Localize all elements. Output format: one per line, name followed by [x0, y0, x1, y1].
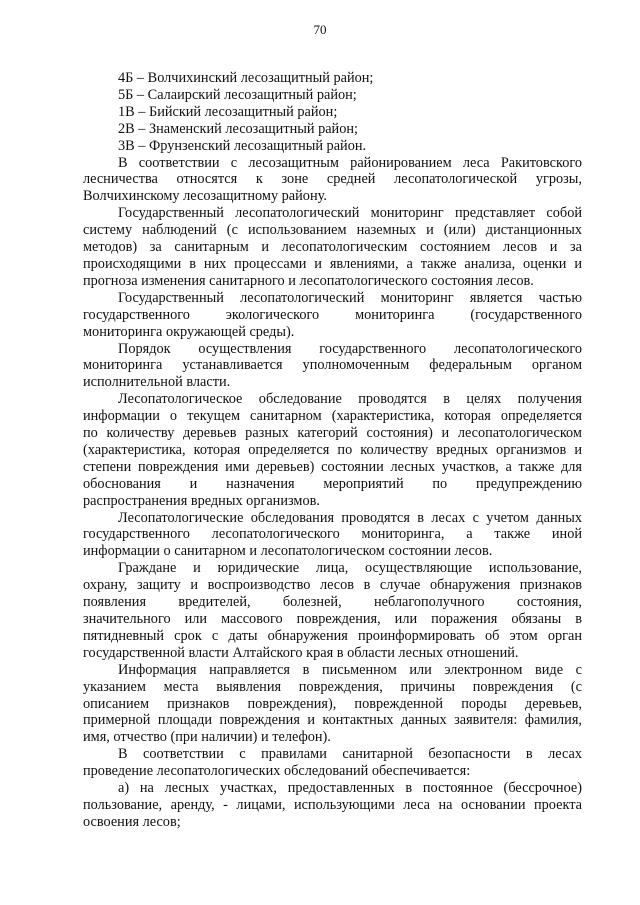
text-line: появления вредителей, болезней, неблагополучного состояния,: [83, 594, 582, 611]
text-line: указанием места выявления повреждения, причины повреждения (с: [83, 678, 582, 695]
text-line: распространения вредных организмов.: [83, 492, 320, 509]
text-line: В соответствии с лесозащитным районированием леса Ракитовского: [118, 154, 582, 171]
text-line: 2В – Знаменский лесозащитный район;: [118, 120, 358, 137]
text-line: 5Б – Салаирский лесозащитный район;: [118, 86, 357, 103]
text-line: пятидневный срок с даты обнаружения проинформировать об этом орган: [83, 627, 582, 644]
text-line: Лесопатологическое обследование проводятся в целях получения: [118, 391, 582, 408]
text-line: методов) за санитарным и лесопатологическим состоянием лесов и за: [83, 239, 582, 256]
text-line: Лесопатологические обследования проводятся в лесах с учетом данных: [118, 509, 582, 526]
text-line: примерной площади повреждения и контактных данных заявителя: фамилия,: [83, 712, 582, 729]
text-line: Граждане и юридические лица, осуществляющие использование,: [118, 560, 582, 577]
text-line: Государственный лесопатологический мониторинг является частью: [118, 289, 582, 306]
text-line: 1В – Бийский лесозащитный район;: [118, 103, 338, 120]
text-line: (характеристика, которая определяется по количеству вредных организмов и: [83, 441, 582, 458]
text-line: Волчихинскому лесозащитному району.: [83, 188, 327, 205]
text-line: значительного или массового повреждения, или поражения обязаны в: [83, 611, 582, 627]
text-line: государственного экологического мониторинга (государственного: [83, 306, 582, 323]
text-line: пользование, аренду, - лицами, использующими леса на основании проекта: [83, 796, 582, 813]
text-line: государственной власти Алтайского края в области лесных отношений.: [83, 644, 519, 661]
text-line: 3В – Фрунзенский лесозащитный район.: [118, 137, 367, 154]
page-number: 70: [313, 22, 327, 37]
text-line: информации о санитарном и лесопатологическом состоянии лесов.: [83, 543, 493, 560]
text-line: обоснования и назначения мероприятий по предупреждению: [83, 475, 582, 492]
text-line: проведение лесопатологических обследований обеспечивается:: [83, 763, 471, 780]
text-line: Государственный лесопатологический мониторинг представляет собой: [118, 205, 582, 222]
text-line: происходящими в них процессами и явлениями, а также анализа, оценки и: [83, 255, 582, 272]
text-line: систему наблюдений (с использованием наземных и (или) дистанционных: [83, 222, 582, 239]
text-line: лесничества относятся к зоне средней лесопатологической угрозы,: [83, 171, 582, 188]
text-line: прогноза изменения санитарного и лесопатологического состояния лесов.: [83, 272, 534, 289]
text-line: В соответствии с правилами санитарной безопасности в лесах: [118, 746, 582, 763]
text-line: мониторинга устанавливается уполномоченным федеральным органом: [83, 357, 582, 374]
text-line: 4Б – Волчихинский лесозащитный район;: [118, 70, 374, 86]
text-line: а) на лесных участках, предоставленных в постоянное (бессрочное): [118, 780, 582, 797]
text-line: охрану, защиту и воспроизводство лесов в случае обнаружения признаков: [83, 577, 582, 594]
text-line: Порядок осуществления государственного лесопатологического: [118, 340, 582, 357]
text-line: мониторинга окружающей среды).: [83, 323, 295, 340]
document-body: [83, 70, 582, 831]
text-line: по количеству деревьев разных категорий состояния) и лесопатологическом: [83, 425, 582, 442]
text-line: степени повреждения ими деревьев) состоянии лесных участков, а также для: [83, 458, 582, 475]
text-line: Информация направляется в письменном или электронном виде с: [118, 661, 582, 678]
text-line: описанием признаков повреждения), поврежденной породы деревьев,: [83, 695, 582, 712]
text-line: освоения лесов;: [83, 813, 181, 830]
text-line: имя, отчество (при наличии) и телефон).: [83, 729, 331, 746]
text-line: информации о текущем санитарном (характеристика, которая определяется: [83, 408, 582, 425]
text-line: исполнительной власти.: [83, 374, 231, 391]
text-line: государственного лесопатологического мониторинга, а также иной: [83, 526, 582, 543]
